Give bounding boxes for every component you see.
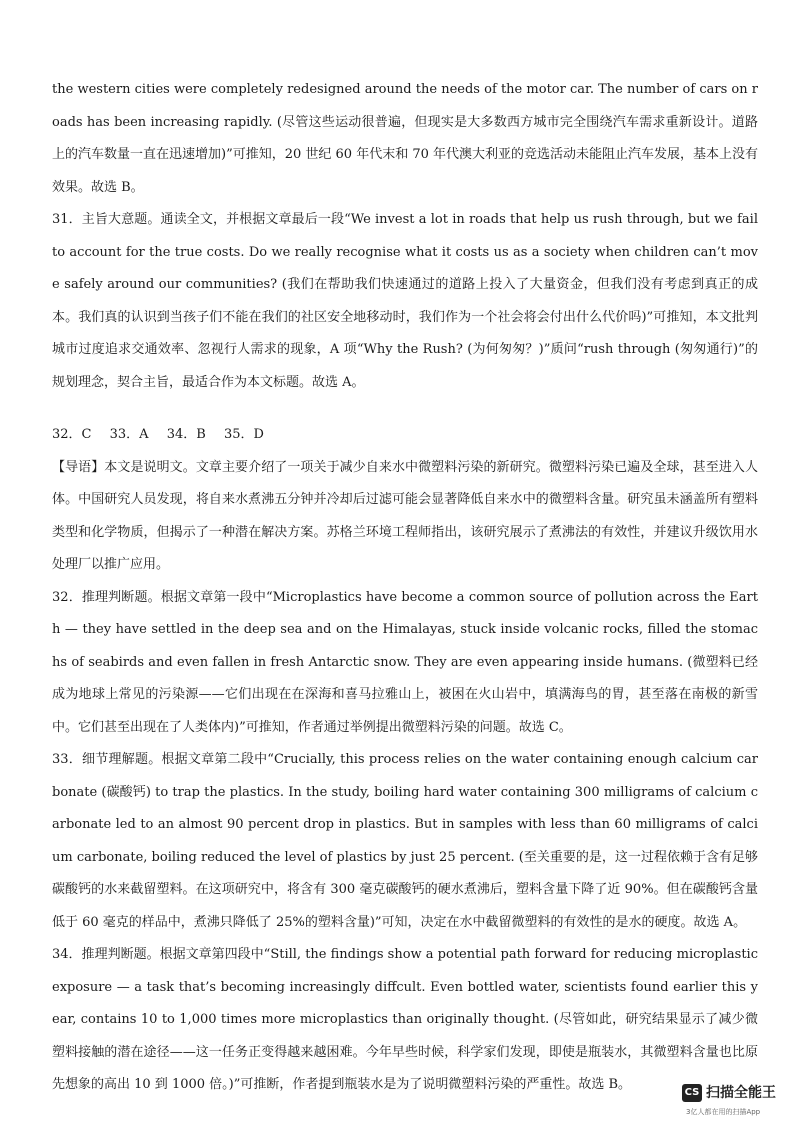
answer-explanation-34: 34．推理判断题。根据文章第四段中“Still, the findings show a potential path forward for reducing microplastic exposure — a task that’s becoming increasingly diffcult. Even bottled water, scientists found earlier this year, contains 10 to 1,000 times more microplastics than originally thought. (尽管如此，研究结果显示了减少微塑料接触的潜在途径——这一任务正变得越来越困难。今年早些时候，科学家们发现，即使是瓶装水，其微塑料含量也比原先想象的高出 10 到 1000 倍。)”可推断，作者提到瓶装水是为了说明微塑料污染的严重性。故选 B。 [52, 947, 758, 1092]
answer-explanation-33: 33．细节理解题。根据文章第二段中“Crucially, this process relies on the water containing enough calcium carbonate (碳酸钙) to trap the plastics. In the study, boiling hard water containing 300 milligrams of calcium carbonate led to an almost 90 percent drop in plastics. But in samples with less than 60 milligrams of calcium carbonate, boiling reduced the level of plastics by just 25 percent. (至关重要的是，这一过程依赖于含有足够碳酸钙的水来截留塑料。在这项研究中，将含有 300 毫克碳酸钙的硬水煮沸后，塑料含量下降了近 90%。但在碳酸钙含量低于 60 毫克的样品中，煮沸只降低了 25%的塑料含量)”可知，决定在水中截留微塑料的有效性的是水的硬度。故选 A。 [52, 752, 758, 930]
answer-explanation-31: 31．主旨大意题。通读全文，并根据文章最后一段“We invest a lot in roads that help us rush through, but we fail to account for the true costs. Do we really recognise what it costs us as a society when children can’t move safely around our communities? (我们在帮助我们快速通过的道路上投入了大量资金，但我们没有考虑到真正的成本。我们真的认识到当孩子们不能在我们的社区安全地移动时，我们作为一个社会将会付出什么代价吗)”可推知，本文批判城市过度追求交通效率、忽视行人需求的现象，A 项“Why the Rush? (为何匆匆？)”质问“rush through (匆匆通行)”的规划理念，契合主旨，最适合作为本文标题。故选 A。 [52, 212, 758, 390]
passage-guide: 【导语】本文是说明文。文章主要介绍了一项关于减少自来水中微塑料污染的新研究。微塑料污染已遍及全球，甚至进入人体。中国研究人员发现，将自来水煮沸五分钟并冷却后过滤可能会显著降低自来水中的微塑料含量。研究虽未涵盖所有塑料类型和化学物质，但揭示了一种潜在解决方案。苏格兰环境工程师指出，该研究展示了煮沸法的有效性，并建议升级饮用水处理厂以推广应用。 [52, 459, 758, 572]
answer-35: 35．D [223, 427, 264, 442]
answer-explanation-32: 32．推理判断题。根据文章第一段中“Microplastics have become a common source of pollution across the Earth — they have settled in the deep sea and on the Himalayas, stuck inside volcanic rocks, filled the stomachs of seabirds and even fallen in fresh Antarctic snow. They are even appearing inside humans. (微塑料已经成为地球上常见的污染源——它们出现在在深海和喜马拉雅山上，被困在火山岩中，填满海鸟的胃，甚至落在南极的新雪中。它们甚至出现在了人类体内)”可推知，作者通过举例提出微塑料污染的问题。故选 C。 [52, 589, 758, 735]
answer-34: 34．B [166, 427, 206, 442]
answer-explanation-30-end: the western cities were completely redesigned around the needs of the motor car. The number of cars on roads has been increasing rapidly. (尽管这些运动很普遍，但现实是大多数西方城市完全围绕汽车需求重新设计。道路上的汽车数量一直在迅速增加)”可推知，20 世纪 60 年代末和 70 年代澳大利亚的竞选活动未能阻止汽车发展，基本上没有效果。故选 B。 [52, 82, 759, 195]
camscanner-logo-icon: CS [682, 1084, 702, 1102]
answer-key-row [52, 419, 758, 452]
watermark-app-name: 扫描全能王 [706, 1085, 776, 1101]
watermark-tagline: 3亿人都在用的扫描App [686, 1108, 761, 1116]
scanner-watermark [682, 1082, 792, 1122]
answer-33: 33．A [109, 427, 149, 442]
document-page [52, 74, 758, 1102]
answer-32: 32．C [52, 427, 92, 442]
